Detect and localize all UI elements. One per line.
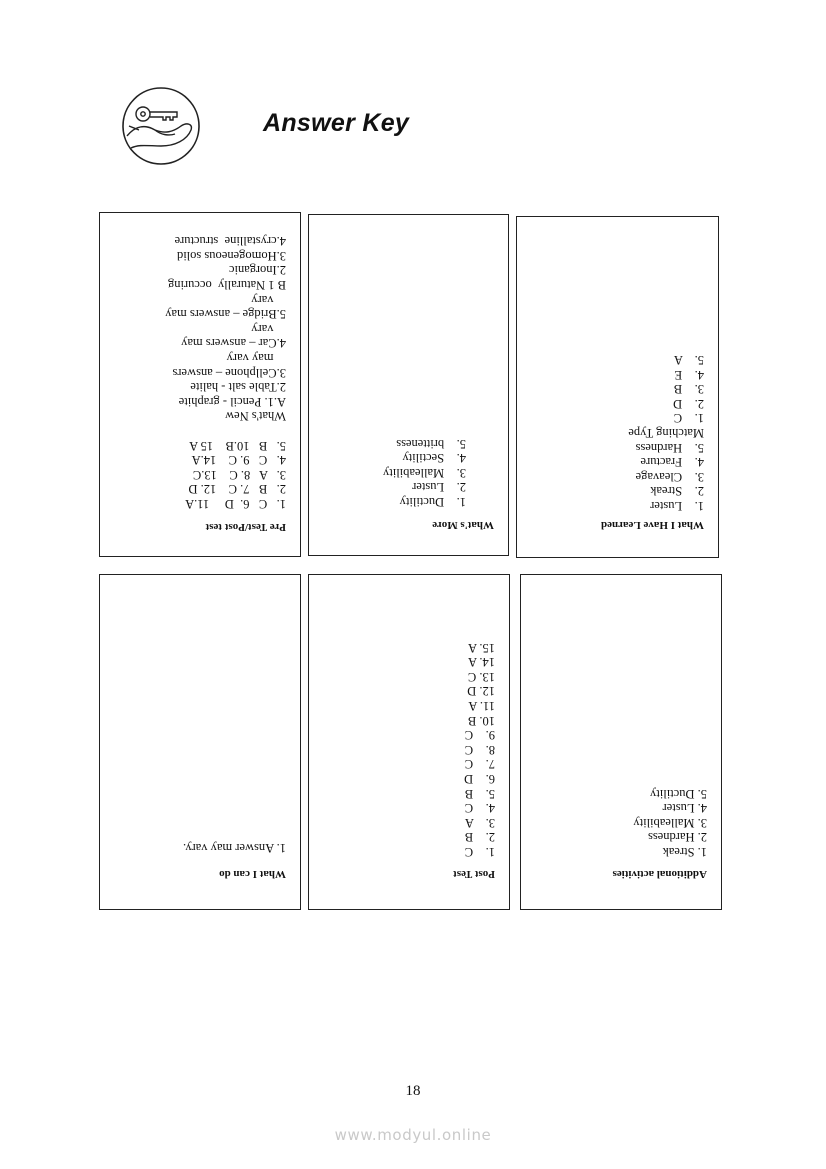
answer-line: 2. D (673, 396, 704, 411)
pretest-box (99, 212, 301, 557)
answer-line: 5. A (673, 353, 704, 368)
learned-answers (628, 352, 704, 513)
additional-box (520, 574, 722, 910)
whats-more-answers (383, 436, 466, 509)
answer-line: 2. B (464, 830, 495, 845)
answer-line: 1. C (673, 411, 704, 426)
answer-line: may vary (226, 351, 286, 366)
answer-line: What's New (225, 409, 286, 424)
can-do-answers (183, 840, 286, 855)
answer-line: 7. C (464, 757, 495, 772)
answer-line: 4. Fracture (640, 455, 704, 470)
pretest-title: Pre Test/Post test (205, 521, 286, 533)
answer-line: 1. Ductility (399, 495, 466, 509)
pretest-answers (165, 234, 286, 511)
answer-line: 13. C (467, 669, 495, 684)
answer-line: Matching Type (628, 426, 704, 441)
answer-line: 3. Malleability (383, 465, 466, 480)
post-test-box (308, 574, 510, 910)
answer-line: 10. B (467, 713, 495, 728)
answer-line: 8. C (464, 742, 495, 757)
answer-line: vary (251, 321, 286, 336)
answer-line: 2.Inorganic (228, 263, 286, 278)
answer-line: 3. A (464, 815, 495, 830)
answer-line: 4.Car – answers may (181, 336, 286, 351)
answer-line: 2. B 7. C 12. D (188, 482, 286, 497)
watermark: www.modyul.online (334, 1126, 492, 1144)
answer-line: 3. Cleavage (635, 469, 704, 484)
answer-line: 2. Streak (650, 484, 704, 499)
answer-line: 3. B (673, 382, 704, 397)
answer-line: 5. Hardness (635, 440, 704, 455)
answer-line: vary (251, 292, 286, 307)
key-in-hand-icon (121, 86, 201, 166)
learned-title: What I Have Learned (601, 519, 704, 531)
answer-line: 3.Homogeneous solid (176, 248, 286, 263)
answer-line: 12. D (467, 684, 495, 699)
answer-line: 3.Cellphone – answers (172, 365, 286, 380)
answer-line: 1. C 6. D 11.A (185, 497, 286, 511)
answer-line: 1. Answer may vary. (183, 841, 286, 855)
answer-line: B 1 Naturally occuring (167, 278, 286, 293)
answer-line: 4. C (464, 801, 495, 816)
answer-line: 9. C (464, 728, 495, 743)
post-test-title: Post Test (453, 868, 495, 880)
learned-box (516, 216, 719, 558)
answer-line: 1. Streak (662, 845, 707, 859)
answer-line: 5. Ductility (650, 786, 707, 801)
answer-line: 14. A (467, 655, 495, 670)
answer-line: 5. B 10.B 15 A (189, 438, 286, 453)
answer-line: 4. Sectility (402, 451, 466, 466)
answer-line: 5. britteness (396, 436, 466, 451)
answer-line: 2.Table salt - halite (190, 380, 286, 395)
answer-line: 5.Bridge – answers may (165, 307, 286, 322)
answer-line: 2. Hardness (647, 830, 707, 845)
whats-more-title: What's More (432, 519, 494, 531)
whats-more-box (308, 214, 509, 556)
answer-line: 6. D (464, 772, 495, 787)
page-number: 18 (405, 1083, 421, 1099)
answer-line: 1. Luster (650, 499, 704, 513)
post-test-answers (464, 640, 495, 859)
answer-line: 4. E (674, 367, 704, 382)
answer-line: 2. Luster (412, 480, 466, 495)
can-do-title: What I can do (219, 868, 286, 880)
answer-line: 5. B (464, 786, 495, 801)
page-title: Answer Key (263, 109, 410, 137)
answer-line: 3. A 8. C 13.C (192, 467, 286, 482)
answer-line: 4. Luster (662, 801, 707, 816)
answer-line: 15. A (467, 640, 495, 655)
additional-title: Additional activities (612, 868, 707, 880)
answer-line: 3. Malleability (633, 815, 707, 830)
answer-line: 11. A (468, 699, 495, 714)
additional-answers (633, 786, 707, 859)
answer-line: 1. C (464, 845, 495, 859)
answer-line: A.1. Pencil - graphite (178, 394, 286, 409)
answer-line (165, 423, 286, 438)
can-do-box (99, 574, 301, 910)
answer-line: 4. C 9. C 14.A (191, 453, 286, 468)
answer-line: 4.crystalline structure (174, 234, 286, 249)
